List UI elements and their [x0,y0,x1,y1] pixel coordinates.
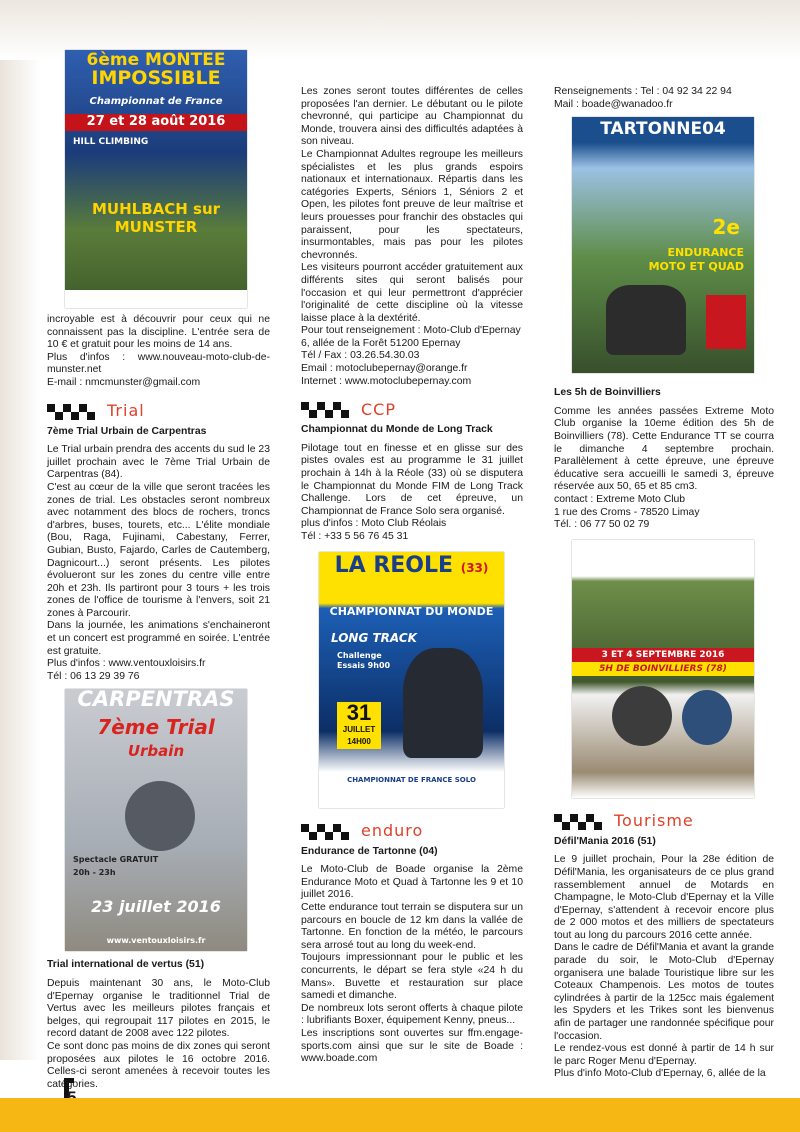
text-paragraph: Pour tout renseignement : Moto-Club d'Epernay [301,325,521,337]
date-month: JUILLET [342,724,376,734]
poster-l2: MOTO ET QUAD [648,260,744,274]
text-paragraph: Plus d'infos : www.nouveau-moto-club-de-munster.net [47,351,270,376]
text-paragraph: plus d'infos : Moto Club Réolais [301,518,447,530]
text-paragraph: Tél : +33 5 56 76 45 31 [301,531,409,542]
quad-silhouette [606,285,686,355]
text-paragraph: Tél. : 06 77 50 02 79 [554,519,650,531]
column-2 [301,86,523,1066]
date-day: 31 [346,699,372,725]
article-heading: Défil'Mania 2016 (51) [554,835,656,847]
text-paragraph: Dans le cadre de Défil'Mania et avant la grande parade du soir, le Moto-Club d'Epernay organisera une balade Touristique libre sur les Coteaux Champenois. Les motos de toutes cylindrées à partir de la 125cc mais également les Spyders et les Trikes sont les bienvenus afin de partager une randonnée spécifique pour l'occasion. [554,942,774,1042]
poster-title: LA REOLE (33) [334,552,489,578]
column-1 [47,50,270,1091]
section-title: CCP [361,399,396,419]
text-paragraph: Les visiteurs pourront accéder gratuitement aux différents sites qui seront balisés pour l'occasion et qui leur permettront d'apprécier l'originalité de cette discipline où la vitesse laisse place à la dextérité. [301,262,523,324]
text-paragraph: Le rendez-vous est donné à partir de 14 h sur le parc Roger Menu d'Epernay. [554,1043,774,1067]
text-paragraph: De nombreux lots seront offerts à chaque pilote : lubrifiants Boxer, équipement Kenny, pneus... [301,1002,523,1027]
article-heading: 7ème Trial Urbain de Carpentras [47,425,207,437]
rider-silhouette [125,781,195,851]
section-heading-trial [47,401,270,421]
checkered-flag-icon [554,814,602,830]
text-paragraph: Les zones seront toutes différentes de celles proposées l'an dernier. Le débutant ou le pilote chevronné, qui participe au Championnat du Monde, trouvera ainsi des difficultés adaptées à son niveau. [301,86,523,148]
poster-dates: 3 ET 4 SEPTEMBRE 2016 [572,648,754,663]
poster-sub1: 7ème Trial [97,715,215,740]
section-heading-enduro [301,821,523,841]
poster-boinvilliers [572,540,754,798]
date-badge [337,699,381,749]
section-heading-ccp [301,399,523,419]
poster-title: CARPENTRAS [77,689,235,712]
text-paragraph: Pilotage tout en finesse et en glisse sur des pistes ovales est au programme le 31 juillet prochain à 14h à la Réole (33) où se disputera le Championnat du Monde FIM de Long Track Challenge. Lors de cet épreuve, un Championnat de France Solo sera organisé. [301,442,523,517]
rider-silhouette [682,690,732,745]
poster-band: CHAMPIONNAT DU MONDE [329,604,494,618]
text-paragraph: contact : Extreme Moto Club [554,493,686,505]
poster-essais: Essais 9h00 [337,660,391,670]
text-paragraph: Depuis maintenant 30 ans, le Moto-Club d'Epernay organise le traditionnel Trial de Vertus avec les meilleurs pilotes français et belges, qui regroupait 117 pilotes en 2015, le record datant de 2008 avec 122 pilotes. [47,978,270,1040]
poster-carpentras [65,689,247,951]
poster-title: TARTONNE04 [600,119,726,140]
poster-dates: 27 et 28 août 2016 [65,114,247,131]
text-paragraph: Dans la journée, les animations s'enchaineront et un concert est programmé en soirée. L'entrée est gratuite. [47,620,270,657]
text-paragraph: Comme les années passées Extreme Moto Club organise la 10eme édition des 5h de Boinvilliers (78). Cette Endurance TT se courra le dimanche 4 septembre prochain. Parallèlement à cette épreuve, une épreuve éducative sera accueilli le samedi 3, épreuve réservée aux 50, 65 et 85 cm3. [554,405,774,493]
text-paragraph: C'est au cœur de la ville que seront tracées les zones de trial. Les obstacles seront nombreux avec notamment des blocs de rochers, troncs d'arbres, buses, tourets, etc... L'élite mondiale (Bou, Raga, Fujinami, Cabestany, Ferrer, Gubian, Busto, Fajardo, Carles de Cautemberg, Dagnicourt...) seront présents. Les pilotes évolueront sur les zones du centre ville entre 20h et 23h. Ils partiront pour 3 tours + les trois zones de l'office de tourisme à l'envers, soit 21 zones à Parcourir. [47,481,270,619]
text-paragraph: Mail : boade@wanadoo.fr [554,98,673,110]
rider-silhouette [403,648,483,758]
text-paragraph: Email : motoclubepernay@orange.fr [301,363,468,375]
text-paragraph: E-mail : nmcmunster@gmail.com [47,376,201,388]
article-heading: Les 5h de Boinvilliers [554,387,661,399]
poster-line2: IMPOSSIBLE [91,67,221,89]
poster-name: 5H DE BOINVILLIERS (78) [572,662,754,677]
text-paragraph: Plus d'info Moto-Club d'Epernay, 6, allée de la [554,1068,766,1080]
poster-place: MUHLBACH sur MUNSTER [91,200,221,236]
red-banner [706,295,746,349]
text-paragraph: 1 rue des Croms - 78520 Limay [554,506,700,518]
left-margin-decoration [0,60,40,1060]
poster-tag: HILL CLIMBING [73,137,149,147]
poster-challenge: Challenge [337,650,382,660]
section-title: enduro [361,821,424,841]
date-hour: 14H00 [347,737,371,747]
text-paragraph: Ce sont donc pas moins de dix zones qui seront proposées aux pilotes le 16 octobre 2016. Celles-ci seront amenées à recevoir toutes les catégories. [47,1041,270,1090]
article-heading: Championnat du Monde de Long Track [301,424,493,436]
poster-sponsors-strip [65,290,247,308]
checkered-flag-icon [301,402,349,418]
poster-tartonne [572,117,754,373]
rider-silhouette [612,686,672,746]
poster-date: 23 juillet 2016 [91,897,221,917]
text-paragraph: Tél / Fax : 03.26.54.30.03 [301,350,420,362]
text-paragraph: Tél : 06 13 29 39 76 [47,670,140,682]
footer-bar [0,1098,800,1132]
text-paragraph: incroyable est à découvrir pour ceux qui ne connaissent pas la discipline. L'entrée sera de 10 € et gratuit pour les moins de 14 ans. [47,314,270,351]
checkered-flag-icon [301,824,349,840]
poster-sub2: Urbain [127,742,185,761]
poster-spectacle: Spectacle GRATUIT 20h - 23h [73,855,159,878]
section-title: Trial [107,401,145,421]
poster-line1: 6ème MONTEE [86,50,226,70]
poster-la-reole [319,552,504,808]
column-3 [554,86,774,1081]
checkered-flag-icon [47,404,95,420]
text-paragraph: Cette endurance tout terrain se disputera sur un parcours en boucle de 12 km dans la vallée de Tartonne. En fonction de la météo, le parcours sera arrosé tout au long du week-end. [301,901,523,951]
poster-bottom: CHAMPIONNAT DE FRANCE SOLO [347,775,476,784]
text-paragraph: Toujours impressionnant pour le public et les concurrents, le départ se fera style «24 h du Mans». Buvette et restauration sur place samedi et dimanche. [301,952,523,1002]
poster-l1: ENDURANCE [667,246,744,260]
text-paragraph: Plus d'infos : www.ventouxloisirs.fr [47,658,206,670]
text-paragraph: Renseignements : Tel : 04 92 34 22 94 [554,86,732,97]
poster-longtrack: LONG TRACK [331,630,417,645]
article-heading: Endurance de Tartonne (04) [301,845,438,857]
text-paragraph: Les inscriptions sont ouvertes sur ffm.engage-sports.com ainsi que sur le site de Boade : www.boade.com [301,1027,523,1065]
text-paragraph: Internet : www.motoclubepernay.com [301,375,472,387]
text-paragraph: Le Championnat Adultes regroupe les meilleurs spécialistes et les plus grands espoirs nationaux et internationaux. Répartis dans les catégories Experts, Séniors 1, Séniors 2 et Open, les pilotes font preuve de leur maîtrise et leurs prouesses pour franchir des obstacles qui paraissent, pour les spectateurs, insurmontables, mais pas pour les pilotes chevronnés. [301,148,523,261]
poster-line3: Championnat de France [89,96,223,107]
text-paragraph: Le Moto-Club de Boade organise la 2ème Endurance Moto et Quad à Tartonne les 9 et 10 juillet 2016. [301,864,523,901]
section-title: Tourisme [614,811,694,831]
text-paragraph: Le 9 juillet prochain, Pour la 28e édition de Défil'Mania, les organisateurs de ce plus grand rassemblement annuel de Motards en Champagne, le Moto-Club d'Epernay et la Ville d'Epernay, s'attendent à recevoir encore plus de 2 000 motos et des milliers de spectateurs tout au long du parcours 2016 cette année. [554,854,774,941]
poster-num: 2e [712,215,740,240]
text-paragraph: 6, allée de la Forêt 51200 Epernay [301,337,461,349]
text-paragraph: Le Trial urbain prendra des accents du sud le 23 juillet prochain avec le 7ème Trial Urbain de Carpentras (84). [47,444,270,481]
article-heading: Trial international de vertus (51) [47,959,205,971]
poster-muhlbach [65,50,247,308]
section-heading-tourisme [554,811,774,831]
poster-url: www.ventouxloisirs.fr [106,936,206,946]
